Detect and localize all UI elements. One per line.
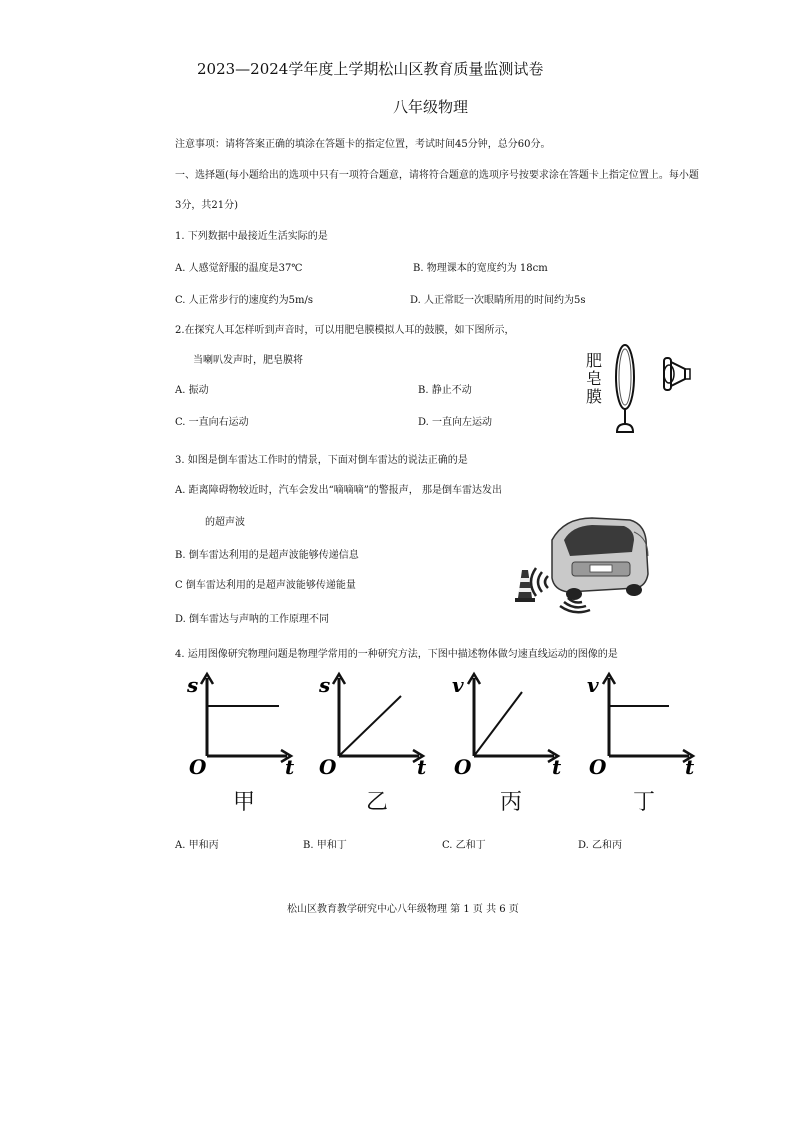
y-axis-label: s [319,673,331,697]
q2-option-a: A. 振动 [175,385,209,396]
q1-stem: 1. 下列数据中最接近生活实际的是 [175,231,328,242]
page-footer: 松山区教育教学研究中心八年级物理 第 1 页 共 6 页 [287,904,519,915]
section-heading-line2: 3分，共21分) [175,200,238,211]
q2-option-b: B. 静止不动 [418,385,472,396]
x-axis-label: t [285,755,295,779]
section-heading-line1: 一、选择题(每小题给出的选项中只有一项符合题意，请将符合题意的选项序号按要求涂在答题卡上指定位置上。每小题 [175,170,699,181]
soap-film-label-char: 肥 [586,351,603,370]
soap-film-label-char: 膜 [586,387,603,406]
q3-option-a: A. 距离障碍物较近时，汽车会发出“嘀嘀嘀”的警报声， 那是倒车雷达发出 [175,485,502,496]
q4-option-b: B. 甲和丁 [303,840,347,851]
q2-stem: 2.在探究人耳怎样听到声音时，可以用肥皂膜模拟人耳的鼓膜，如下图所示， [175,325,515,336]
soap-film-label-char: 皂 [586,369,603,388]
graph-yi-label: 乙 [366,790,389,815]
speaker-icon [664,358,690,390]
graph-ding [585,670,705,780]
graph-jia [183,670,303,780]
soap-film-icon [616,345,634,432]
q4-stem: 4. 运用图像研究物理问题是物理学常用的一种研究方法，下图中描述物体做匀速直线运动的图像的是 [175,649,618,660]
q1-option-a: A. 人感觉舒服的温度是37℃ [175,263,303,274]
q4-option-a: A. 甲和丙 [175,840,219,851]
q1-option-d: D. 人正常眨一次眼睛所用的时间约为5s [410,295,586,306]
x-axis-label: t [417,755,427,779]
q3-option-d: D. 倒车雷达与声呐的工作原理不同 [175,614,330,625]
x-axis-label: t [685,755,695,779]
graph-line [339,696,401,756]
car-icon [552,518,648,600]
y-axis-label: s [187,673,199,697]
y-axis-label: v [452,673,464,697]
origin-label: O [319,755,337,779]
graph-ding-label: 丁 [633,790,656,815]
graph-line [474,692,522,756]
origin-label: O [454,755,472,779]
graph-jia-label: 甲 [233,790,256,815]
reversing-car-image [512,512,652,612]
graph-yi [315,670,435,780]
q4-option-c: C. 乙和丁 [442,840,486,851]
x-axis-label: t [552,755,562,779]
q1-option-b: B. 物理课本的宽度约为 18cm [413,263,548,274]
graph-bing-label: 丙 [500,790,523,815]
origin-label: O [589,755,607,779]
soap-film-label [586,352,604,406]
origin-label: O [189,755,207,779]
q3-option-a-continued: 的超声波 [205,517,245,528]
soap-film-speaker-figure [605,342,705,437]
q3-option-b: B. 倒车雷达利用的是超声波能够传递信息 [175,550,359,561]
q4-option-d: D. 乙和丙 [578,840,623,851]
q3-option-c: C 倒车雷达利用的是超声波能够传递能量 [175,580,356,591]
q1-option-c: C. 人正常步行的速度约为5m/s [175,295,313,306]
q2-stem-continued: 当喇叭发声时，肥皂膜将 [193,355,303,366]
q2-option-d: D. 一直向左运动 [418,417,493,428]
subject-title: 八年级物理 [393,98,469,116]
q2-option-c: C. 一直向右运动 [175,417,249,428]
exam-title: 2023—2024学年度上学期松山区教育质量监测试卷 [197,60,544,78]
q3-stem: 3. 如图是倒车雷达工作时的情景，下面对倒车雷达的说法正确的是 [175,455,468,466]
notice-text: 注意事项：请将答案正确的填涂在答题卡的指定位置，考试时间45分钟，总分60分。 [175,139,551,150]
graph-bing [450,670,570,780]
y-axis-label: v [587,673,599,697]
